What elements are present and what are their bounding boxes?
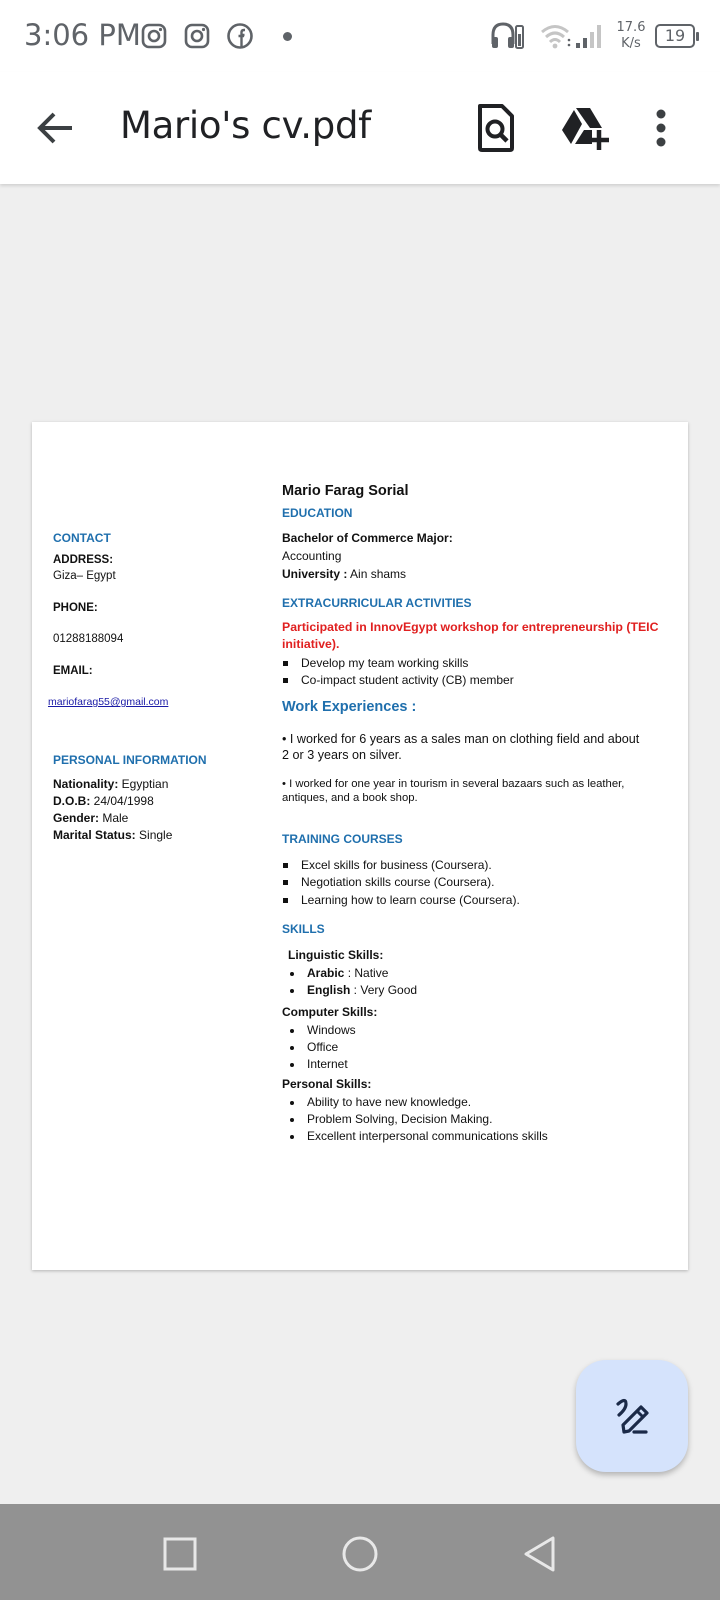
edit-pen-icon [610, 1394, 654, 1438]
status-time: 3:06 PM [24, 18, 141, 52]
computer-skills-heading: Computer Skills: [282, 1005, 378, 1019]
email-link[interactable]: mariofarag55@gmail.com [48, 696, 169, 708]
list-item: Arabic : Native [282, 965, 417, 982]
document-title: Mario's cv.pdf [120, 104, 371, 147]
network-speed [614, 20, 648, 52]
status-bar [0, 0, 720, 72]
add-to-drive-icon[interactable] [554, 98, 614, 158]
contact-heading: CONTACT [53, 531, 111, 545]
list-item: Office [282, 1039, 356, 1056]
education-heading: EDUCATION [282, 506, 353, 520]
extracurricular-heading: EXTRACURRICULAR ACTIVITIES [282, 596, 472, 610]
instagram-icon [183, 22, 211, 50]
instagram-icon [140, 22, 168, 50]
linguistic-heading: Linguistic Skills: [288, 948, 384, 962]
extracurricular-list [282, 655, 514, 690]
training-heading: TRAINING COURSES [282, 832, 403, 846]
personal-skills-list [282, 1094, 548, 1145]
list-item: Windows [282, 1022, 356, 1039]
signal-icon [574, 22, 608, 50]
phone-label: PHONE: [53, 602, 98, 614]
app-bar [0, 72, 720, 184]
system-nav-bar [0, 1504, 720, 1600]
back-triangle-icon[interactable] [520, 1534, 560, 1574]
innovegypt-highlight: Participated in InnovEgypt workshop for entrepreneurship (TEIC initiative). [282, 620, 659, 651]
address-value: Giza– Egypt [53, 570, 116, 582]
language-list [282, 965, 417, 999]
personal-skills-heading: Personal Skills: [282, 1077, 372, 1091]
cv-name: Mario Farag Sorial [282, 483, 409, 499]
training-list [282, 857, 520, 909]
computer-skills-list [282, 1022, 356, 1073]
list-item: Internet [282, 1056, 356, 1073]
notification-dot [283, 32, 292, 41]
list-item: Learning how to learn course (Coursera). [282, 892, 520, 909]
wifi-icon [540, 22, 574, 50]
degree: Bachelor of Commerce Major: [282, 531, 453, 545]
home-circle-icon[interactable] [340, 1534, 380, 1574]
list-item: Excel skills for business (Coursera). [282, 857, 520, 874]
list-item: Problem Solving, Decision Making. [282, 1111, 548, 1128]
email-label: EMAIL: [53, 665, 93, 677]
nationality-row: Nationality: Egyptian [53, 777, 169, 791]
work-experience-heading: Work Experiences : [282, 699, 417, 715]
list-item: Develop my team working skills [282, 655, 514, 672]
edit-fab-button[interactable] [576, 1360, 688, 1472]
list-item: Negotiation skills course (Coursera). [282, 874, 520, 891]
battery-indicator: 19 [655, 24, 695, 48]
work-item: • I worked for 6 years as a sales man on clothing field and about 2 or 3 years on silver. [282, 732, 640, 762]
recents-square-icon[interactable] [160, 1534, 200, 1574]
personal-info-heading: PERSONAL INFORMATION [53, 753, 207, 767]
list-item: Ability to have new knowledge. [282, 1094, 548, 1111]
phone-value: 01288188094 [53, 633, 124, 645]
back-arrow-icon[interactable] [32, 104, 80, 152]
list-item: English : Very Good [282, 982, 417, 999]
skills-heading: SKILLS [282, 922, 325, 936]
pdf-page[interactable] [32, 422, 688, 1270]
major: Accounting [282, 549, 342, 563]
gender-row: Gender: Male [53, 811, 129, 825]
work-item: • I worked for one year in tourism in several bazaars such as leather, antiques, and a book shop. [282, 778, 625, 804]
address-label: ADDRESS: [53, 554, 114, 566]
more-vert-icon[interactable] [646, 98, 676, 158]
search-document-icon[interactable] [466, 98, 526, 158]
facebook-icon [226, 22, 254, 50]
dob-row: D.O.B: 24/04/1998 [53, 794, 154, 808]
university-row: University : Ain shams [282, 567, 407, 581]
list-item: Co-impact student activity (CB) member [282, 672, 514, 689]
marital-row: Marital Status: Single [53, 828, 173, 842]
list-item: Excellent interpersonal communications skills [282, 1128, 548, 1145]
network-speed-unit: K/s [621, 36, 641, 51]
network-speed-value: 17.6 [616, 20, 646, 35]
headset-battery-icon [490, 20, 524, 52]
